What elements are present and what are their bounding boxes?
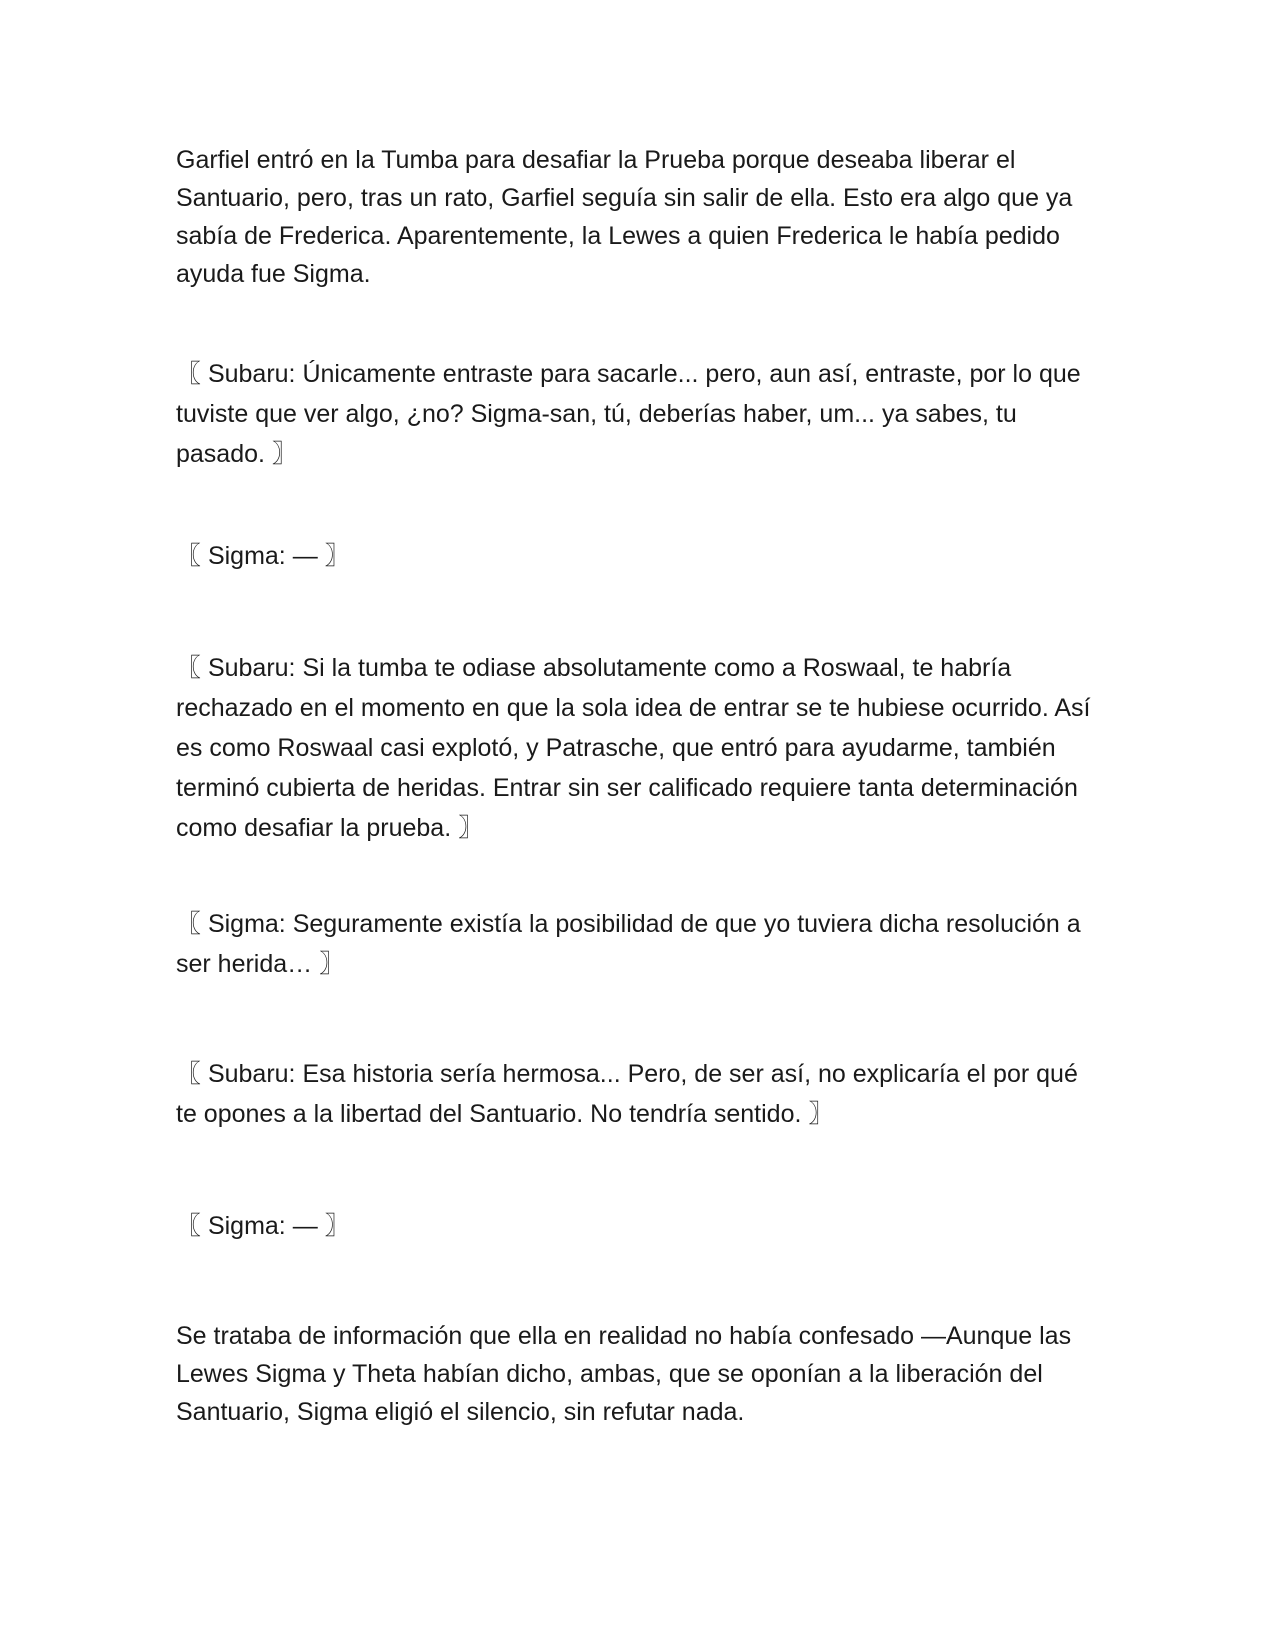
paragraph-narration-1: Garfiel entró en la Tumba para desafiar la Prueba porque deseaba liberar el Santuario, pero, tras un rato, Garfiel seguía sin salir de ella. Esto era algo que ya sabía de Frederica. Aparentemente, la Lewes a quien Frederica le había pedido ayuda fue Sigma. [176, 146, 1073, 288]
dialogue-subaru-2: 〖 Subaru: Si la tumba te odiase absolutamente como a Roswaal, te habría rechazado en el momento en que la sola idea de entrar se te hubiese ocurrido. Así es como Roswaal casi explotó, y Patrasche, que entró para ayudarme, también terminó cubierta de heridas. Entrar sin ser calificado requiere tanta determinación como desafiar la prueba. 〗 [176, 654, 1091, 842]
paragraph-narration-2: Se trataba de información que ella en realidad no había confesado —Aunque las Lewes Sigma y Theta habían dicho, ambas, que se oponían a la liberación del Santuario, Sigma eligió el silencio, sin refutar nada. [176, 1322, 1072, 1426]
dialogue-sigma-3: 〖 Sigma: — 〗 [176, 1212, 350, 1240]
dialogue-subaru-3: 〖 Subaru: Esa historia sería hermosa... Pero, de ser así, no explicaría el por qué te opones a la libertad del Santuario. No tendría sentido. 〗 [176, 1060, 1078, 1128]
dialogue-sigma-1: 〖 Sigma: — 〗 [176, 542, 350, 570]
dialogue-subaru-1: 〖 Subaru: Únicamente entraste para sacarle... pero, aun así, entraste, por lo que tuviste que ver algo, ¿no? Sigma-san, tú, deberías haber, um... ya sabes, tu pasado. 〗 [176, 360, 1081, 468]
dialogue-sigma-2: 〖 Sigma: Seguramente existía la posibilidad de que yo tuviera dicha resolución a ser herida… 〗 [176, 910, 1081, 978]
